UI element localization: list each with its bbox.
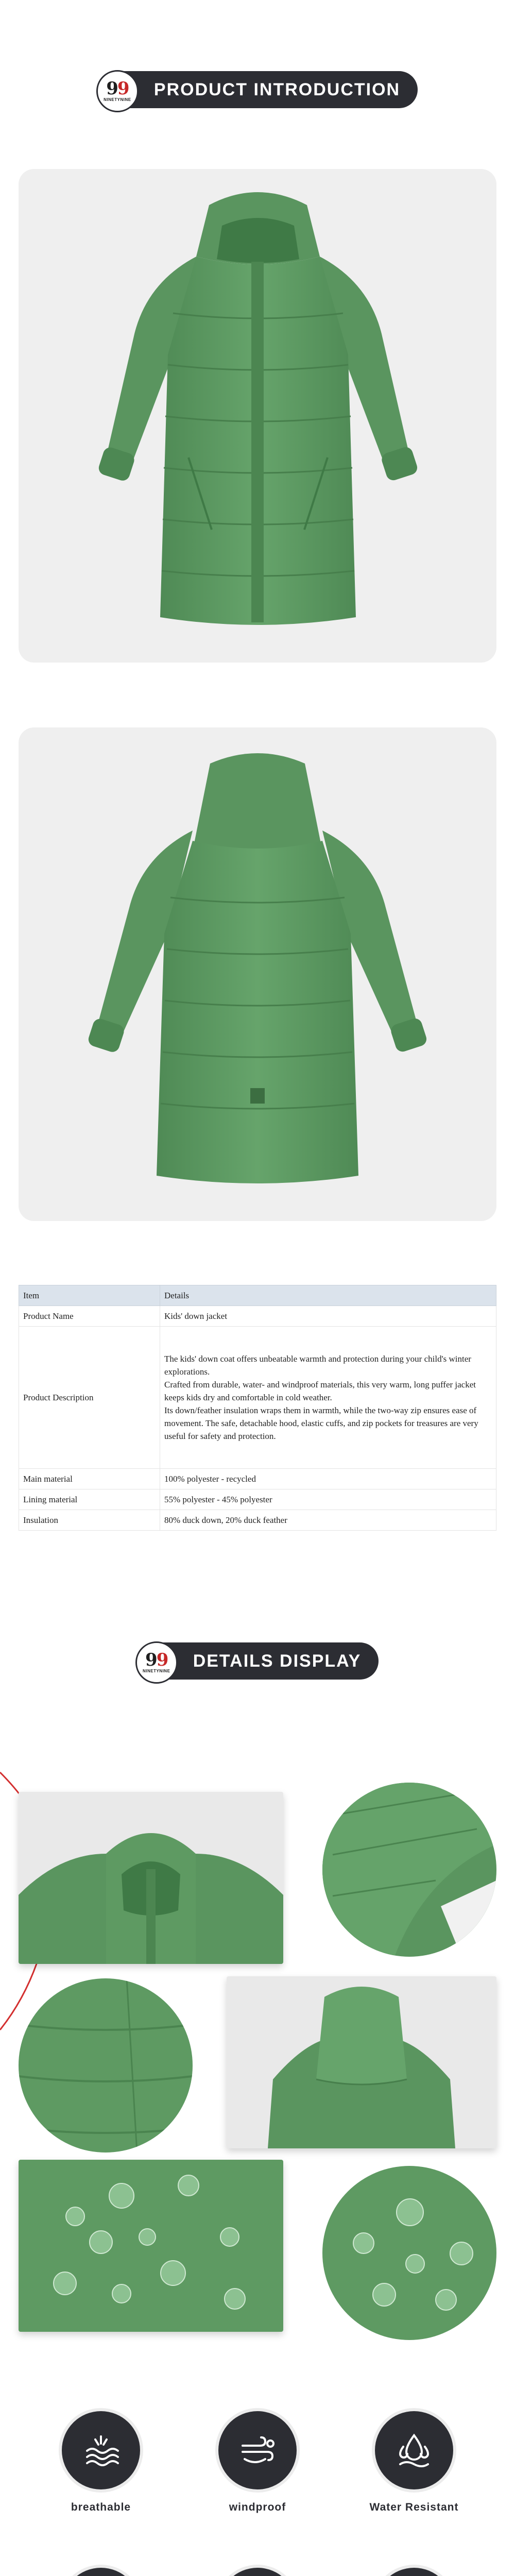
row-key: Product Description (19, 1327, 160, 1469)
table-row (19, 1306, 496, 1327)
row-key: Insulation (19, 1510, 160, 1531)
row-key: Product Name (19, 1306, 160, 1327)
detail-water-droplets-closeup (322, 2166, 496, 2340)
back-view-photo (19, 727, 496, 1221)
brand-name: NINETYNINE (142, 1668, 170, 1673)
section-title: DETAILS DISPLAY (193, 1651, 362, 1671)
brand-name: NINETYNINE (104, 97, 131, 102)
product-introduction-header (0, 71, 515, 108)
value-line: Crafted from durable, water- and windproof materials, this very warm, long puffer jacket keeps kids dry and comfortable in cold weather. (164, 1380, 476, 1402)
section-title: PRODUCT INTRODUCTION (153, 79, 401, 99)
thickened-material-icon (62, 2568, 140, 2576)
table-header-row (19, 1285, 496, 1306)
detail-back-hood-closeup (227, 1976, 496, 2148)
table-row (19, 1489, 496, 1510)
header-pill (97, 71, 418, 108)
breathable-icon (62, 2411, 140, 2489)
brand-logo: 99 NINETYNINE (96, 70, 139, 112)
front-view-photo (19, 169, 496, 663)
feature-windproof (206, 2411, 309, 2514)
detail-hood-closeup (19, 1792, 283, 1964)
delivery-truck-icon (218, 2568, 297, 2576)
value-line: Kids' down jacket (164, 1311, 228, 1321)
feature-label: Water Resistant (369, 2501, 459, 2513)
row-value (160, 1327, 496, 1469)
spec-table (19, 1285, 496, 1531)
table-header-item: Item (19, 1285, 160, 1306)
quality-shield-icon (375, 2568, 453, 2576)
row-key: Lining material (19, 1489, 160, 1510)
detail-cuff-closeup (322, 1783, 496, 1957)
detail-quilting-closeup (19, 1978, 193, 2153)
value-line: 100% polyester - recycled (164, 1474, 256, 1484)
value-line: Its down/feather insulation wraps them in warmth, while the two-way zip ensures ease of movement. The safe, detachable hood, elastic cuffs, and zip pockets for treasures are very useful for safety and protection. (164, 1405, 478, 1441)
value-line: 80% duck down, 20% duck feather (164, 1515, 287, 1525)
row-key: Main material (19, 1469, 160, 1489)
brand-logo: 99 NINETYNINE (135, 1641, 178, 1684)
table-row (19, 1327, 496, 1469)
windproof-icon (218, 2411, 297, 2489)
header-pill (136, 1642, 379, 1680)
feature-breathable (49, 2411, 152, 2514)
value-line: 55% polyester - 45% polyester (164, 1495, 272, 1504)
row-value (160, 1489, 496, 1510)
row-value (160, 1306, 496, 1327)
table-row (19, 1469, 496, 1489)
table-header-details: Details (160, 1285, 496, 1306)
detail-water-droplets-fabric (19, 2160, 283, 2332)
feature-water-resistant (363, 2411, 466, 2514)
water-resistant-icon (375, 2411, 453, 2489)
feature-label: breathable (71, 2501, 131, 2513)
table-row (19, 1510, 496, 1531)
value-line: The kids' down coat offers unbeatable warmth and protection during your child's winter explorations. (164, 1354, 471, 1377)
feature-spot-quick-delivery (206, 2568, 309, 2576)
feature-thickened-material (49, 2568, 152, 2576)
details-display-header (0, 1642, 515, 1680)
feature-label: windproof (229, 2501, 286, 2513)
row-value (160, 1469, 496, 1489)
feature-quality-assurance (363, 2568, 466, 2576)
row-value (160, 1510, 496, 1531)
